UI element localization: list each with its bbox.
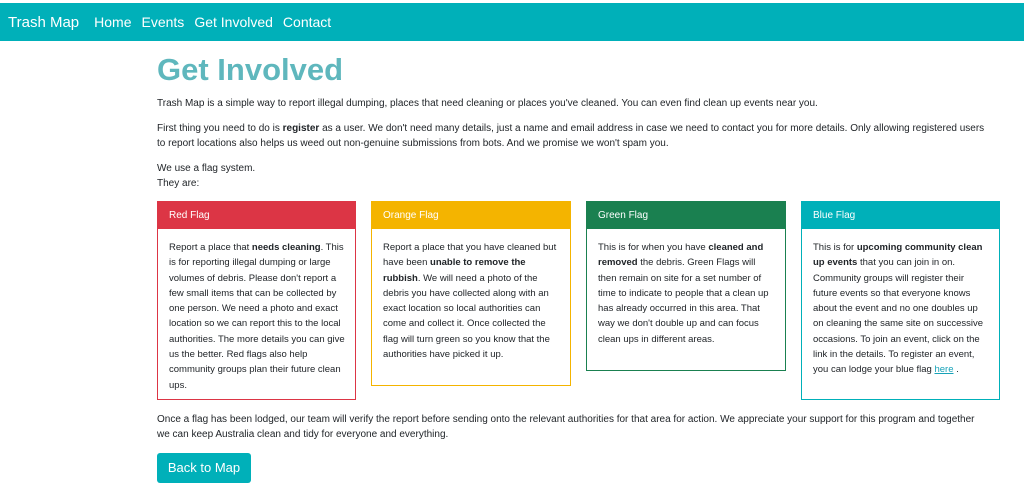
flag-system-text: [157, 161, 987, 191]
blue-flag-card: [801, 201, 1000, 400]
blue-flag-text-end: .: [953, 364, 959, 376]
green-flag-card: [586, 201, 786, 371]
orange-flag-card: [371, 201, 571, 386]
register-text-after: as a user. We don't need many details, just a name and email address in case we need to contact you for more details. Only allowing registered users to report locations also helps us weed out non-genuine submissions from bots. And we promise we won't spam you.: [157, 123, 985, 149]
blue-flag-header: Blue Flag: [802, 202, 999, 229]
blue-flag-text-before: This is for: [813, 242, 857, 253]
red-flag-text-before: Report a place that: [169, 242, 252, 253]
blue-flag-text-after: that you can join in on. Community groups will register their future events so that everyone knows about the event and no one doubles up on cleaning the same site on successive occasions. To join an event, click on the link in the details. To register an event, you can lodge your blue flag: [813, 257, 984, 376]
orange-flag-body: [372, 229, 570, 362]
closing-text: Once a flag has been lodged, our team will verify the report before sending onto the relevant authorities for that area for action. We appreciate your support for this program and together we can keep Australia clean and tidy for everyone and everything.: [157, 414, 975, 440]
nav-link-home[interactable]: Home: [94, 14, 132, 30]
green-flag-text-bold: cleaned and removed: [598, 242, 764, 269]
navbar: [0, 3, 1024, 41]
blue-flag-here-link[interactable]: here: [934, 364, 954, 376]
green-flag-text-after: the debris. Green Flags will then remain on site for a set number of time to indicate to people that a clean up has already occurred in this area. That way we don't double up and can focus clean ups in different areas.: [598, 257, 769, 345]
register-text: [157, 121, 987, 151]
red-flag-card: [157, 201, 356, 400]
blue-flag-body: [802, 229, 999, 378]
nav-link-contact[interactable]: Contact: [282, 14, 332, 30]
red-flag-text-bold: needs cleaning: [251, 242, 321, 253]
flag-intro-line-1: We use a flag system.: [157, 163, 256, 174]
green-flag-body: [587, 229, 785, 347]
green-flag-text-before: This is for when you have: [598, 242, 709, 253]
orange-flag-header: Orange Flag: [372, 202, 570, 229]
red-flag-header: Red Flag: [158, 202, 355, 229]
red-flag-body: [158, 229, 355, 393]
orange-flag-text-after: . We will need a photo of the debris you have collected along with an exact location so local authorities can come and collect it. Once collected the flag will turn green so you know that the authorities have picked it up.: [383, 272, 550, 361]
register-text-bold: register: [282, 123, 320, 134]
orange-flag-text-bold: unable to remove the rubbish: [383, 257, 526, 284]
intro-text: Trash Map is a simple way to report illegal dumping, places that need cleaning or places you've cleaned. You can even find clean up events near you.: [157, 98, 818, 109]
blue-flag-text-bold: upcoming community clean up events: [813, 242, 983, 269]
nav-link-events[interactable]: Events: [141, 14, 185, 30]
orange-flag-text-before: Report a place that you have cleaned but have been: [383, 242, 557, 269]
register-text-before: First thing you need to do is: [157, 123, 283, 134]
green-flag-header: Green Flag: [587, 202, 785, 229]
back-to-map-button[interactable]: Back to Map: [157, 453, 251, 483]
flag-cards: [157, 201, 1007, 391]
brand-link[interactable]: Trash Map: [8, 13, 80, 31]
nav-link-get-involved[interactable]: Get Involved: [194, 14, 273, 30]
main-content: [157, 52, 987, 191]
red-flag-text-after: . This is for reporting illegal dumping or large volumes of debris. Please don't report a few small items that can be collected by one person. We need a photo and exact location so we can report this to the local authorities. The more details you can give us the better. Red flags also help community groups plan their future clean ups.: [169, 242, 345, 391]
page-title: Get Involved: [157, 52, 344, 87]
flag-intro-line-2: They are:: [157, 178, 200, 189]
